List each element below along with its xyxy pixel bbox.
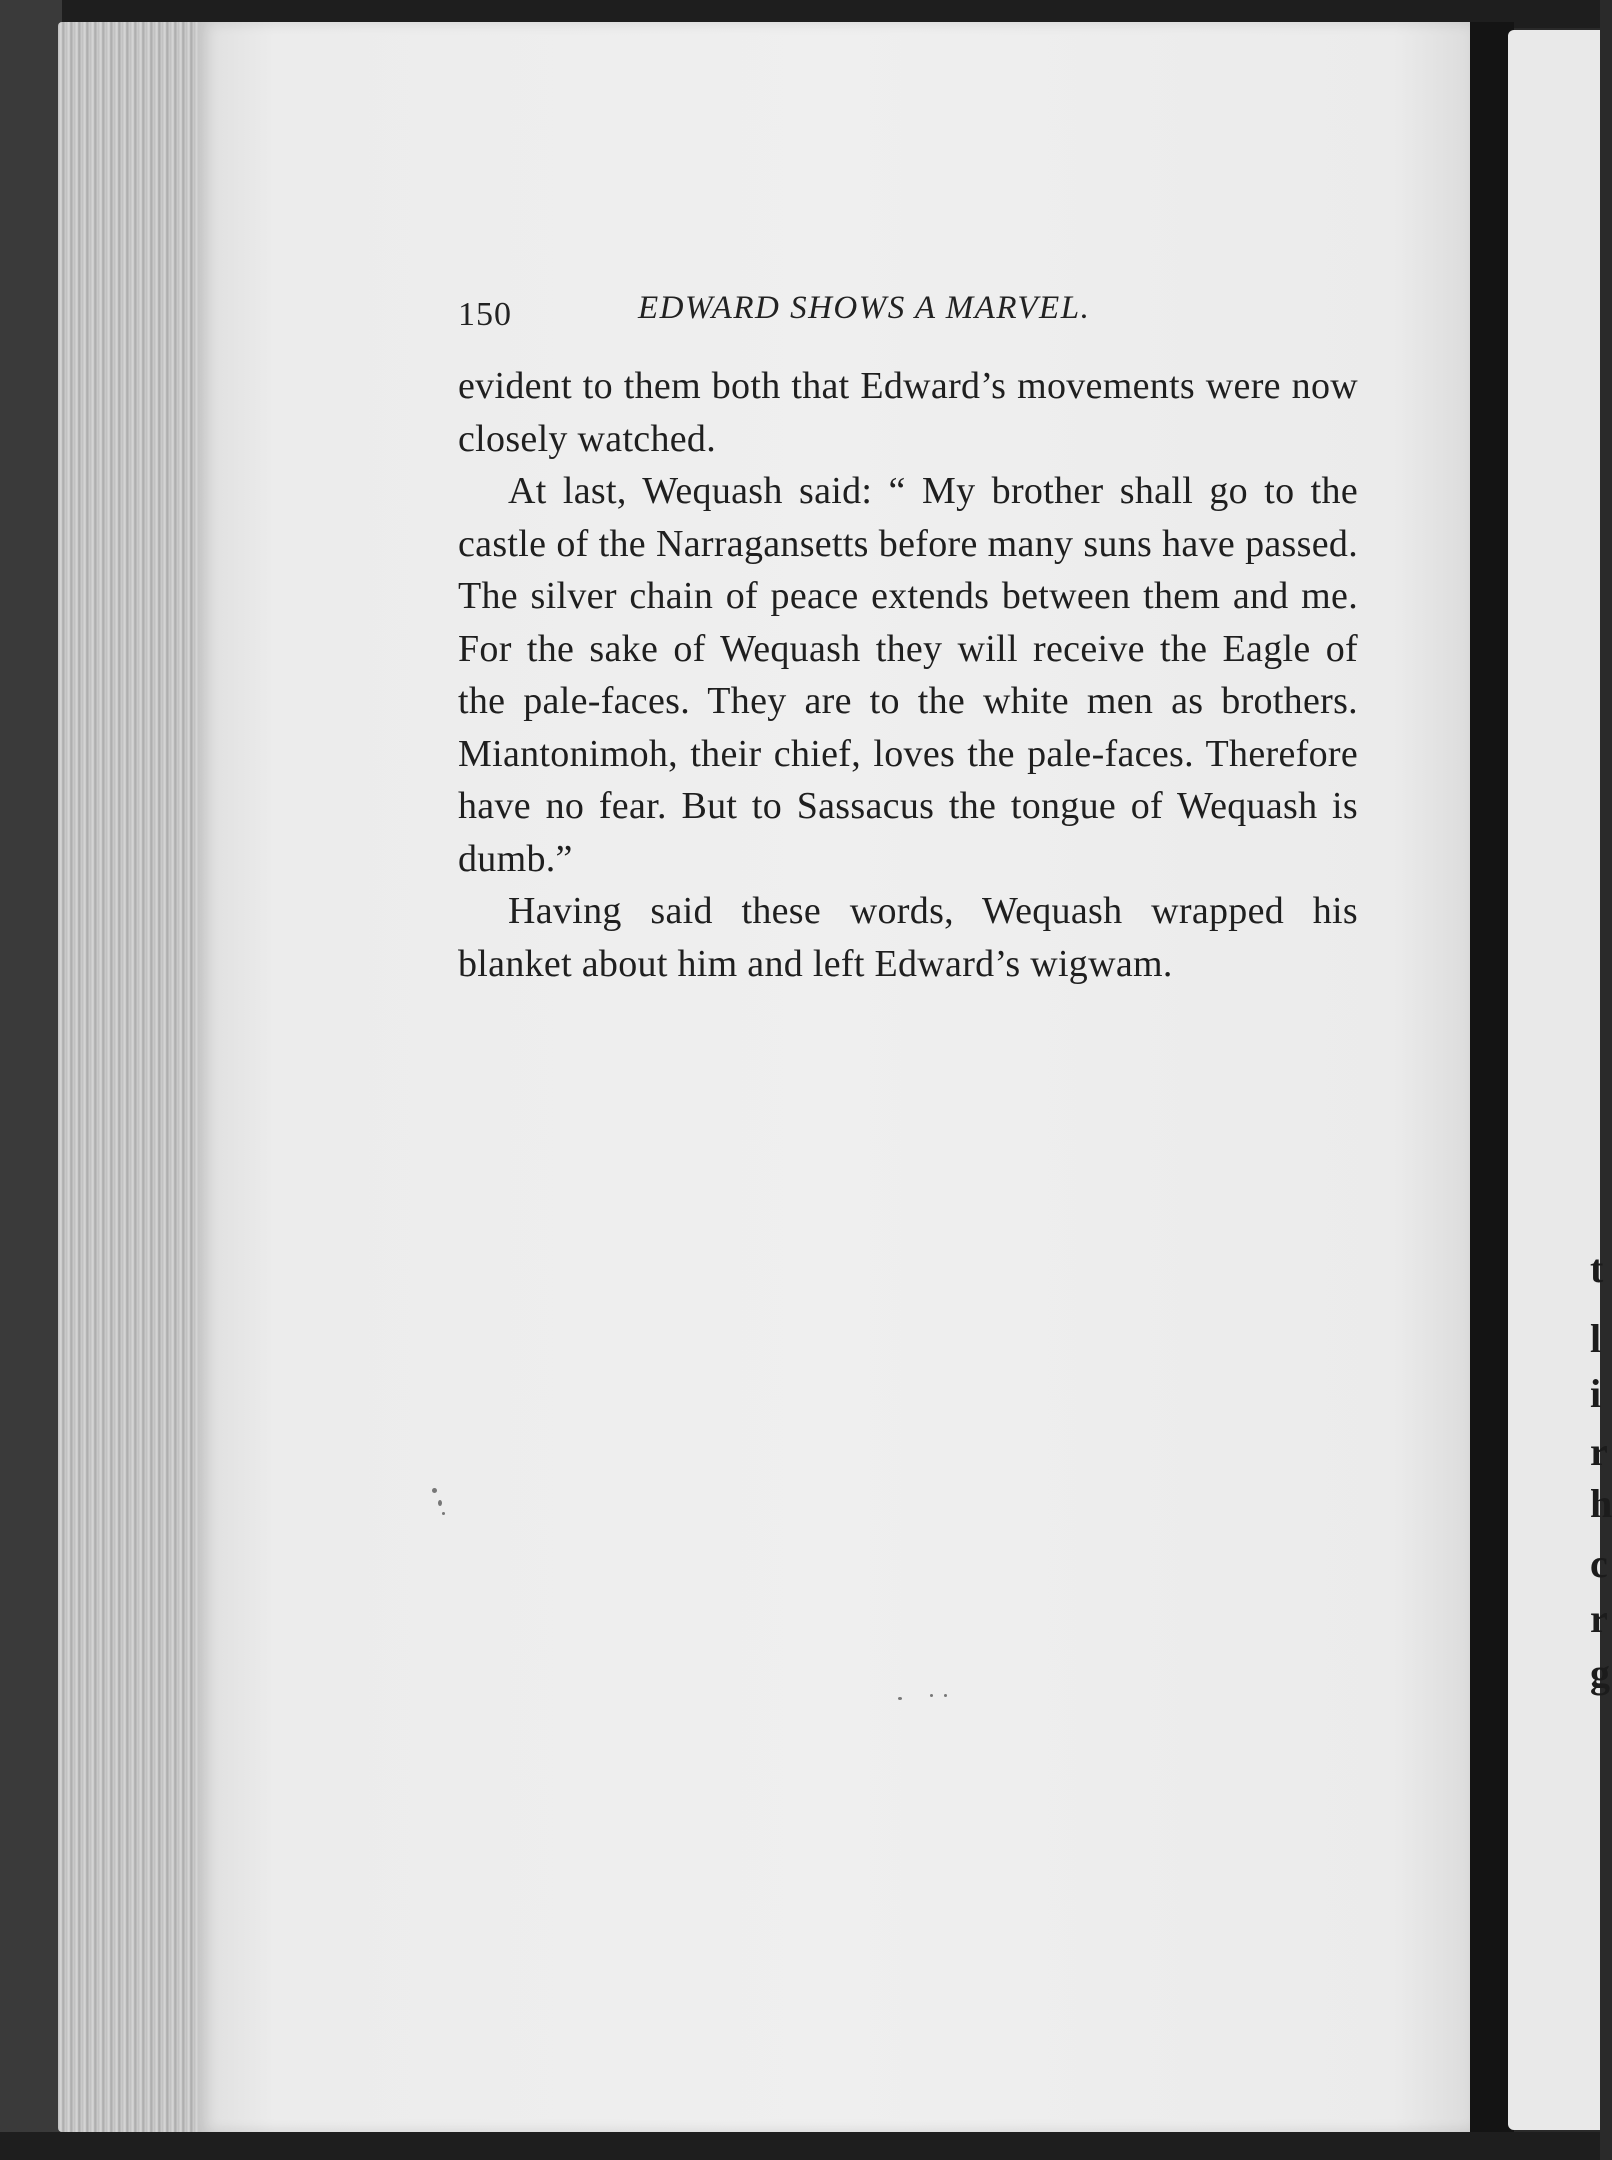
page-number: 150 bbox=[458, 296, 512, 333]
scan-speck bbox=[438, 1500, 442, 1506]
facing-page-fragment: l bbox=[1590, 1316, 1602, 1361]
chapter-title: EDWARD SHOWS A MARVEL. bbox=[638, 290, 1091, 326]
running-head bbox=[458, 282, 1358, 342]
facing-page-fragment: c bbox=[1590, 1541, 1608, 1586]
book-cover-edge bbox=[0, 0, 62, 2160]
facing-page-fragment: r bbox=[1590, 1596, 1608, 1641]
facing-page-fragment: t bbox=[1590, 1246, 1604, 1291]
page-edges-stack bbox=[58, 22, 208, 2132]
body-text bbox=[458, 360, 1358, 990]
paragraph: Having said these words, Wequash wrapped his blanket about him and left Edward’s wigwam. bbox=[458, 890, 1358, 985]
scanner-bottom-border bbox=[0, 2132, 1600, 2160]
scan-speck bbox=[432, 1488, 437, 1493]
scan-speck bbox=[442, 1512, 445, 1515]
paragraph: evident to them both that Edward’s movements were now closely watched. bbox=[458, 365, 1358, 460]
paragraph: At last, Wequash said: “ My brother shall go to the castle of the Narragansetts before many suns have passed. The silver chain of peace extends between them and me. For the sake of Wequash they will receive the Eagle of the pale-faces. They are to the white men as brothers. Miantonimoh, their chief, loves the pale-faces. Therefore have no fear. But to Sassacus the tongue of Wequash is dumb.” bbox=[458, 470, 1358, 880]
facing-page bbox=[1508, 30, 1612, 2130]
facing-page-fragment: i bbox=[1590, 1371, 1602, 1416]
facing-page-fragment: h bbox=[1590, 1481, 1612, 1526]
scan-speck bbox=[944, 1694, 947, 1697]
scan-speck bbox=[898, 1697, 902, 1700]
scan-speck bbox=[930, 1694, 933, 1697]
facing-page-fragment: r bbox=[1590, 1429, 1608, 1474]
facing-page-fragment: g bbox=[1590, 1651, 1610, 1696]
